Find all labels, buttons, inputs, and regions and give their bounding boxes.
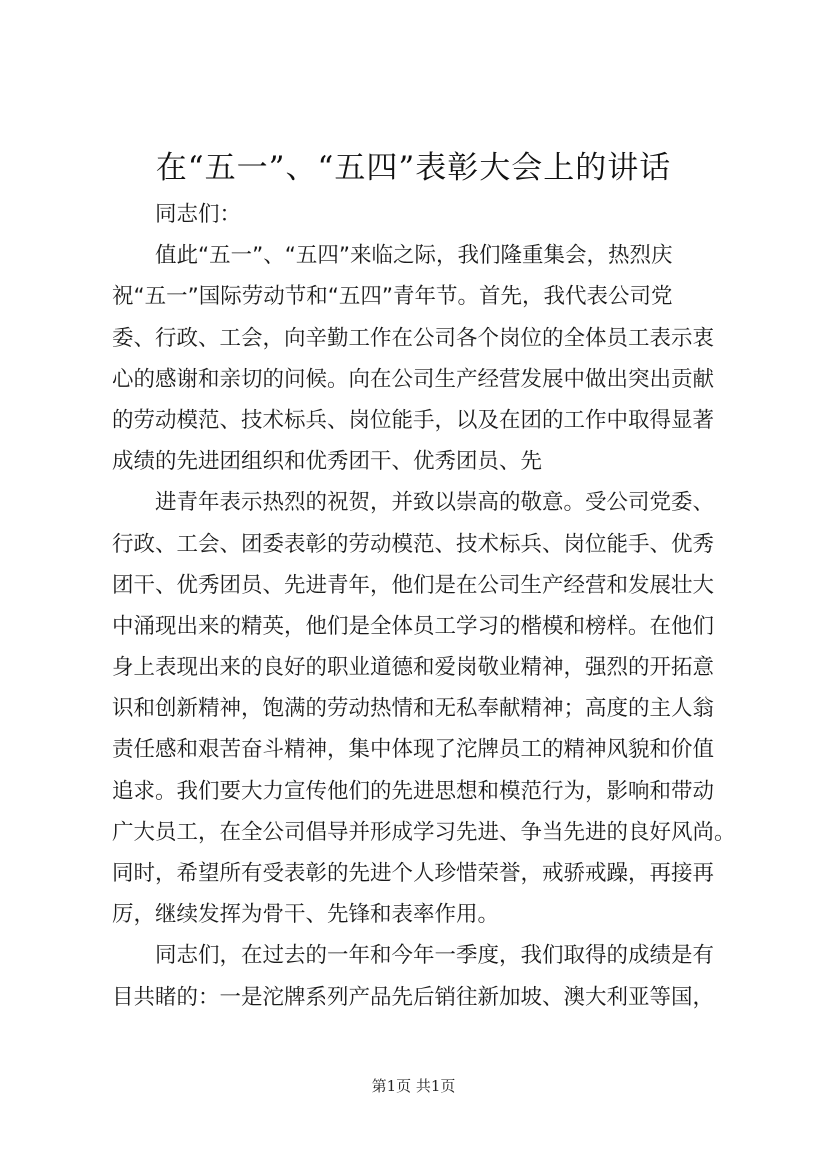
text-line: 目共睹的：一是沱牌系列产品先后销往新加坡、澳大利亚等国， [112, 984, 715, 1010]
text-line: 责任感和艰苦奋斗精神，集中体现了沱牌员工的精神风貌和价值 [112, 737, 715, 763]
page-footer: 第1页 共1页 [371, 1077, 456, 1095]
text-line: 同志们，在过去的一年和今年一季度，我们取得的成绩是有 [155, 943, 715, 969]
text-line: 同志们： [155, 202, 242, 227]
text-line: 中涌现出来的精英，他们是全体员工学习的楷模和榜样。在他们 [112, 613, 715, 639]
text-line: 的劳动模范、技术标兵、岗位能手，以及在团的工作中取得显著 [112, 407, 715, 433]
text-line: 委、行政、工会，向辛勤工作在公司各个岗位的全体员工表示衷 [112, 325, 715, 351]
text-line: 团干、优秀团员、先进青年，他们是在公司生产经营和发展壮大 [112, 572, 715, 598]
text-line: 同时，希望所有受表彰的先进个人珍惜荣誉，戒骄戒躁，再接再 [112, 861, 715, 886]
text-line: 值此“五一”、“五四”来临之际，我们隆重集会，热烈庆 [155, 243, 673, 269]
text-line: 厉，继续发挥为骨干、先锋和表率作用。 [112, 902, 500, 928]
text-line: 进青年表示热烈的祝贺，并致以崇高的敬意。受公司党委、 [155, 490, 715, 516]
text-line: 行政、工会、团委表彰的劳动模范、技术标兵、岗位能手、优秀 [112, 531, 715, 557]
text-line: 心的感谢和亲切的问候。向在公司生产经营发展中做出突出贡献 [112, 366, 715, 392]
text-line: 身上表现出来的良好的职业道德和爱岗敬业精神，强烈的开拓意 [112, 655, 715, 681]
document-body [112, 194, 736, 1018]
text-line: 成绩的先进团组织和优秀团干、优秀团员、先 [112, 449, 543, 475]
text-line: 追求。我们要大力宣传他们的先进思想和模范行为，影响和带动 [112, 778, 715, 804]
document-title: 在“五一”、“五四”表彰大会上的讲话 [155, 150, 672, 186]
text-line: 祝“五一”国际劳动节和“五四”青年节。首先，我代表公司党 [112, 284, 673, 310]
text-line: 识和创新精神，饱满的劳动热情和无私奉献精神；高度的主人翁 [112, 696, 715, 722]
text-line: 广大员工，在全公司倡导并形成学习先进、争当先进的良好风尚。 [112, 819, 736, 845]
